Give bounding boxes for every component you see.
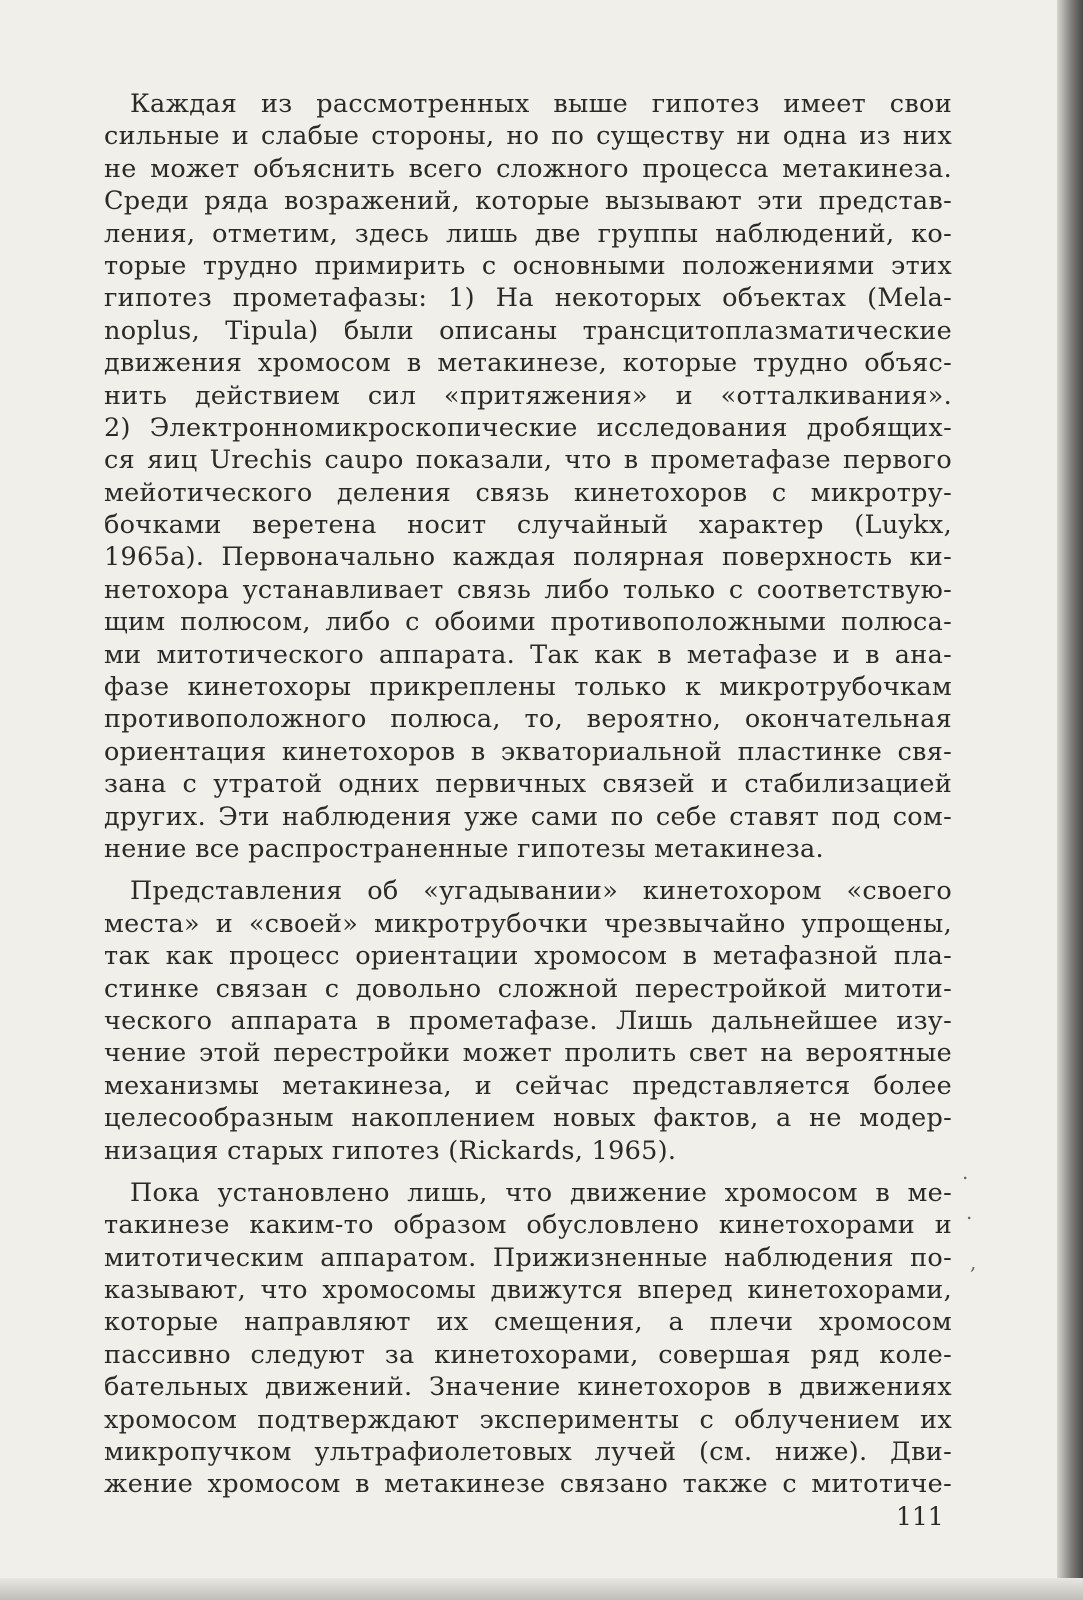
margin-speck: . xyxy=(962,1160,969,1184)
text-line: чение этой перестройки может пролить свет на вероятные xyxy=(104,1038,952,1069)
text-line: 1965a). Первоначально каждая полярная поверхность ки- xyxy=(104,542,952,573)
text-line: щим полюсом, либо с обоими противоположными полюса- xyxy=(104,607,952,638)
text-line: мейотического деления связь кинетохоров с микротру- xyxy=(104,477,952,508)
text-line: нетохора устанавливает связь либо только с соответствую- xyxy=(104,574,952,605)
text-line: нение все распространенные гипотезы метакинеза. xyxy=(104,833,824,864)
text-line: других. Эти наблюдения уже сами по себе ставят под сом- xyxy=(104,801,952,832)
text-line: казывают, что хромосомы движутся вперед кинетохорами, xyxy=(104,1275,952,1306)
text-line: механизмы метакинеза, и сейчас представляется более xyxy=(104,1070,952,1101)
text-line: так как процесс ориентации хромосом в метафазной пла- xyxy=(104,941,952,972)
text-line: 2) Электронномикроскопические исследования дробящих- xyxy=(104,412,952,443)
text-line: Представления об «угадывании» кинетохором «своего xyxy=(130,876,952,907)
text-line: сильные и слабые стороны, но по существу ни одна из них xyxy=(104,121,952,152)
text-line: такинезе каким-то образом обусловлено кинетохорами и xyxy=(104,1210,952,1241)
text-line: низация старых гипотез (Rickards, 1965). xyxy=(104,1135,677,1166)
text-line: ческого аппарата в прометафазе. Лишь дальнейшее изу- xyxy=(104,1005,952,1036)
text-line: Каждая из рассмотренных выше гипотез имеет свои xyxy=(130,89,952,119)
text-line: целесообразным накоплением новых фактов, а не модер- xyxy=(104,1103,952,1134)
text-line: бательных движений. Значение кинетохоров в движениях xyxy=(104,1372,952,1403)
text-line: митотическим аппаратом. Прижизненные наблюдения по- xyxy=(104,1242,952,1273)
text-line: ми митотического аппарата. Так как в метафазе и в ана- xyxy=(104,639,952,670)
text-line: фазе кинетохоры прикреплены только к микротрубочкам xyxy=(104,672,952,703)
text-line: движения хромосом в метакинезе, которые трудно объяс- xyxy=(104,348,952,379)
text-line: ориентация кинетохоров в экваториальной пластинке свя- xyxy=(104,736,952,767)
body-text xyxy=(104,88,952,1501)
text-line: Пока установлено лишь, что движение хромосом в ме- xyxy=(130,1177,952,1208)
text-line: нить действием сил «притяжения» и «отталкивания». xyxy=(104,380,952,411)
page-shadow-edge xyxy=(1057,0,1083,1600)
text-line: противоположного полюса, то, вероятно, окончательная xyxy=(104,704,952,735)
text-line: ся яиц Urechis caupo показали, что в прометафазе первого xyxy=(104,445,952,476)
page-number: 111 xyxy=(896,1502,944,1531)
text-line: микропучком ультрафиолетовых лучей (см. ниже). Дви- xyxy=(104,1437,952,1468)
text-line: зана с утратой одних первичных связей и стабилизацией xyxy=(104,769,952,800)
margin-speck: , xyxy=(970,1250,977,1274)
text-line: торые трудно примирить с основными положениями этих xyxy=(104,250,952,281)
text-line: жение хромосом в метакинезе связано также с митотиче- xyxy=(104,1469,952,1500)
text-line: Среди ряда возражений, которые вызывают эти представ- xyxy=(104,186,952,217)
text-line: noplus, Tipula) были описаны трансцитоплазматические xyxy=(104,315,952,346)
text-line: стинке связан с довольно сложной перестройкой митоти- xyxy=(104,973,952,1004)
text-line: места» и «своей» микротрубочки чрезвычайно упрощены, xyxy=(104,908,952,939)
text-line: пассивно следуют за кинетохорами, совершая ряд коле- xyxy=(104,1339,952,1370)
text-line: бочками веретена носит случайный характер (Luykx, xyxy=(104,510,952,541)
text-line: хромосом подтверждают эксперименты с облучением их xyxy=(104,1404,952,1435)
margin-speck: . xyxy=(966,1200,973,1224)
text-line: ления, отметим, здесь лишь две группы наблюдений, ко- xyxy=(104,218,952,249)
page-bottom-edge xyxy=(0,1578,1083,1600)
text-line: гипотез прометафазы: 1) На некоторых объектах (Mela- xyxy=(104,283,952,314)
text-line: которые направляют их смещения, а плечи хромосом xyxy=(104,1307,952,1338)
text-line: не может объяснить всего сложного процесса метакинеза. xyxy=(104,153,952,184)
